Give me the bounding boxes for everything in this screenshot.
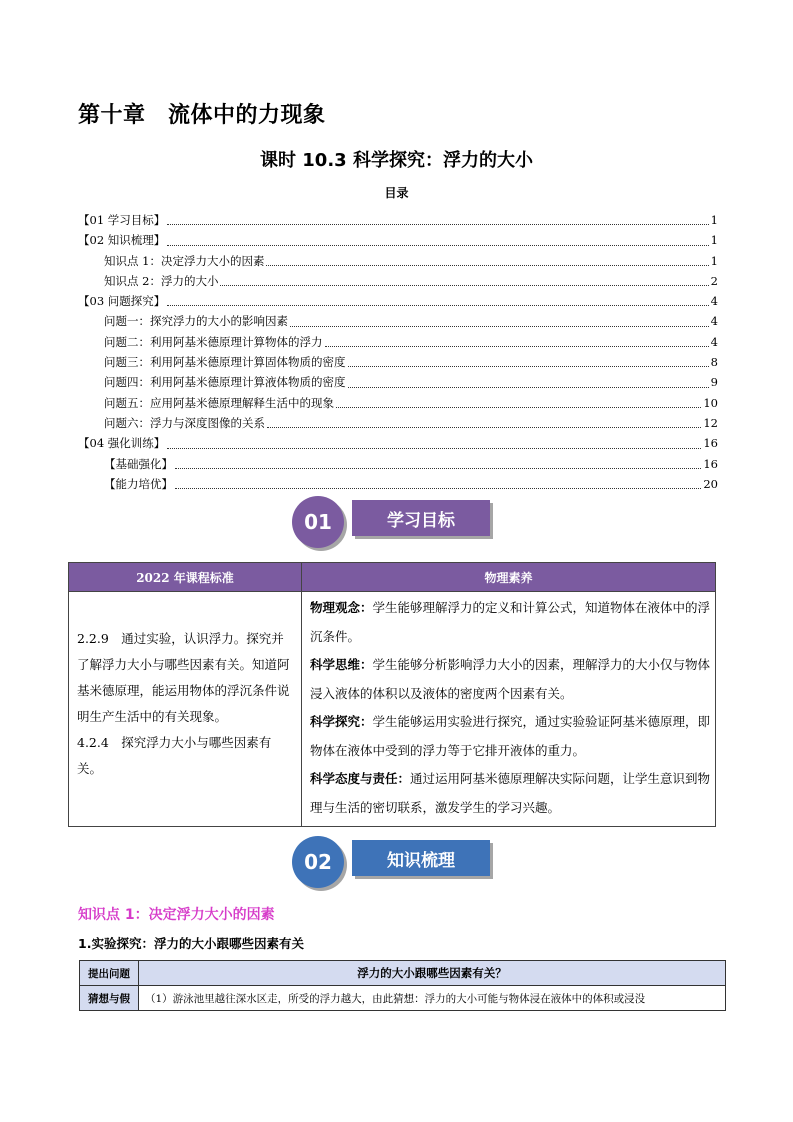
section-number: 01 [292,496,344,548]
literacy-item [310,651,711,708]
toc-entry[interactable] [78,454,718,474]
toc-leader-dots [336,395,701,408]
toc-leader-dots [167,212,708,225]
toc-entry-page: 4 [710,294,718,309]
row-text: （1）游泳池里越往深水区走，所受的浮力越大，由此猜想：浮力的大小可能与物体浸在液体中的体积或浸没 [139,986,726,1011]
toc-leader-dots [325,334,709,347]
toc-entry[interactable] [78,311,718,331]
toc-entry-label: 【基础强化】 [104,456,173,471]
toc-entry-label: 【能力培优】 [104,476,173,491]
standards-cell [69,592,302,827]
literacy-cell [302,592,716,827]
literacy-head: 科学探究： [310,714,373,729]
table-header-literacy: 物理素养 [302,563,716,592]
toc-entry-page: 16 [703,456,718,471]
toc-leader-dots [167,293,708,306]
experiment-table [79,960,726,1011]
toc-entry-label: 问题一：探究浮力的大小的影响因素 [104,314,288,329]
literacy-text: 学生能够理解浮力的定义和计算公式，知道物体在液体中的浮沉条件。 [310,600,711,644]
toc-entry-page: 1 [710,233,718,248]
literacy-item [310,708,711,765]
literacy-head: 科学态度与责任： [310,771,411,786]
lesson-title: 课时 10.3 科学探究：浮力的大小 [260,150,533,171]
toc-entry-label: 【04 强化训练】 [78,436,166,451]
toc-entry-page: 1 [710,253,718,268]
literacy-text: 通过运用阿基米德原理解决实际问题，让学生意识到物理与生活的密切联系，激发学生的学习兴趣。 [310,771,711,815]
standard-item: 2.2.9 通过实验，认识浮力。探究并了解浮力大小与哪些因素有关。知道阿基米德原理，能运用物体的浮沉条件说明生产生活中的有关现象。 [77,631,290,724]
toc-entry-page: 2 [710,273,718,288]
section-label: 知识梳理 [352,840,490,876]
toc-entry[interactable] [78,332,718,352]
toc-entry[interactable] [78,413,718,433]
toc-leader-dots [348,375,709,388]
literacy-text: 学生能够运用实验进行探究，通过实验验证阿基米德原理，即物体在液体中受到的浮力等于它排开液体的重力。 [310,714,711,758]
toc-entry-label: 知识点 2：浮力的大小 [104,273,219,288]
toc-entry-page: 16 [703,436,718,451]
table-of-contents [78,210,718,494]
toc-leader-dots [266,253,708,266]
toc-entry[interactable] [78,372,718,392]
toc-entry-page: 10 [703,395,718,410]
table-header-standard: 2022 年课程标准 [69,563,302,592]
toc-entry-label: 问题四：利用阿基米德原理计算液体物质的密度 [104,375,346,390]
toc-title: 目录 [384,186,409,200]
toc-entry-page: 9 [710,375,718,390]
standards-table [68,562,716,827]
toc-leader-dots [175,476,701,489]
toc-entry-page: 20 [703,476,718,491]
toc-entry[interactable] [78,271,718,291]
row-head: 猜想与假 [80,986,139,1011]
toc-entry-page: 1 [710,213,718,227]
toc-entry-page: 12 [703,415,718,430]
toc-entry[interactable] [78,393,718,413]
literacy-item [310,765,711,822]
toc-leader-dots [348,354,709,367]
toc-entry-page: 4 [710,314,718,329]
row-text: 浮力的大小跟哪些因素有关？ [139,961,726,986]
toc-entry-page: 8 [710,355,718,370]
toc-entry[interactable] [78,251,718,271]
toc-entry-label: 问题二：利用阿基米德原理计算物体的浮力 [104,334,323,349]
row-head: 提出问题 [80,961,139,986]
section-number: 02 [292,836,344,888]
toc-entry-label: 问题六：浮力与深度图像的关系 [104,415,265,430]
toc-entry-label: 问题五：应用阿基米德原理解释生活中的现象 [104,395,334,410]
toc-leader-dots [267,415,701,428]
section-badge-knowledge [292,836,497,888]
toc-entry[interactable] [78,474,718,494]
toc-leader-dots [167,436,701,449]
section-badge-objectives [292,496,497,548]
section-label: 学习目标 [352,500,490,536]
toc-entry-page: 4 [710,334,718,349]
toc-leader-dots [290,314,709,327]
toc-entry[interactable] [78,352,718,372]
knowledge-point-title: 知识点 1：决定浮力大小的因素 [78,907,275,923]
toc-entry[interactable] [78,291,718,311]
literacy-head: 物理观念： [310,600,373,615]
standard-item: 4.2.4 探究浮力大小与哪些因素有关。 [77,735,272,776]
toc-entry-label: 【03 问题探究】 [78,294,166,309]
literacy-head: 科学思维： [310,657,373,672]
toc-entry[interactable] [78,210,718,230]
literacy-text: 学生能够分析影响浮力大小的因素，理解浮力的大小仅与物体浸入液体的体积以及液体的密度两个因素有关。 [310,657,711,701]
toc-entry-label: 【02 知识梳理】 [78,233,166,248]
toc-entry[interactable] [78,230,718,250]
toc-entry-label: 知识点 1：决定浮力大小的因素 [104,253,265,268]
toc-leader-dots [175,456,701,469]
literacy-item [310,594,711,651]
toc-leader-dots [220,273,708,286]
toc-entry-label: 问题三：利用阿基米德原理计算固体物质的密度 [104,355,346,370]
toc-leader-dots [167,233,708,246]
toc-entry[interactable] [78,433,718,453]
toc-entry-label: 【01 学习目标】 [78,213,166,227]
experiment-title: 1.实验探究：浮力的大小跟哪些因素有关 [78,936,304,951]
chapter-title: 第十章 流体中的力现象 [78,103,326,128]
